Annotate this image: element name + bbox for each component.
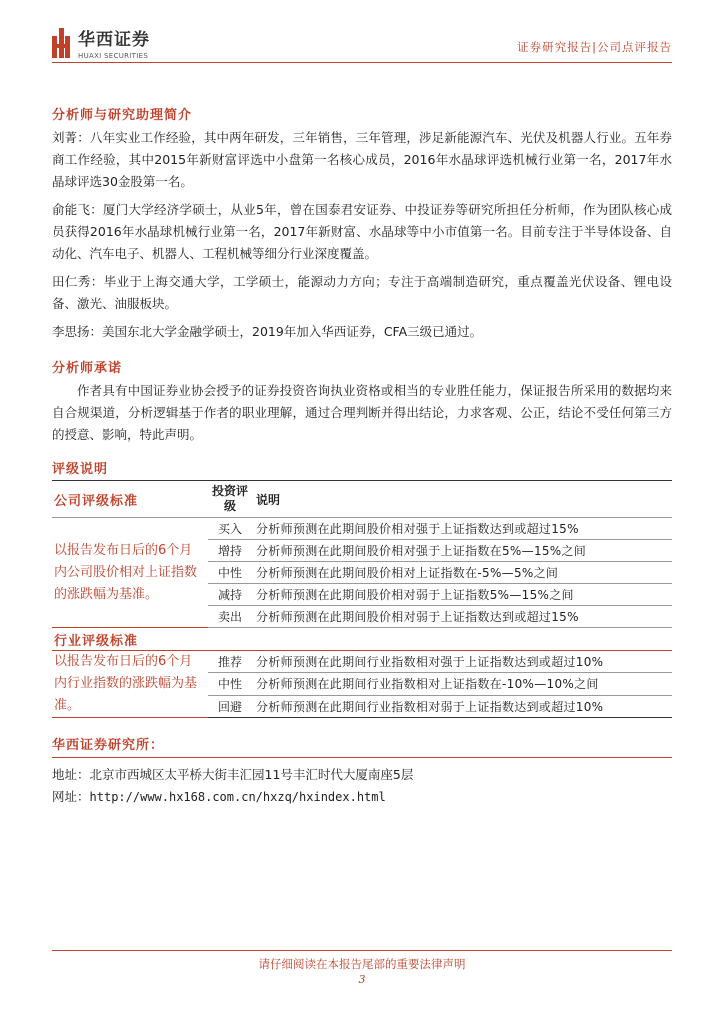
industry-title-spacer xyxy=(208,628,252,651)
rating-description: 分析师预测在此期间行业指数相对强于上证指数达到或超过10% xyxy=(252,651,672,673)
analyst-bio: 俞能飞：厦门大学经济学硕士，从业5年，曾在国泰君安证券、中投证券等研究所担任分析师，作为团队核心成员获得2016年水晶球机械行业第一名，2017年新财富、水晶球等中小市值第一名。目前专注于半导体设备、自动化、汽车电子、机器人、工程机械等细分行业深度覆盖。 xyxy=(52,202,672,261)
institute-website-line xyxy=(52,786,672,808)
industry-title-row xyxy=(52,628,672,651)
rating-label: 减持 xyxy=(208,584,252,606)
brand xyxy=(78,31,150,61)
industry-criteria: 以报告发布日后的6个月内行业指数的涨跌幅为基准。 xyxy=(52,651,208,718)
company-criteria: 以报告发布日后的6个月内公司股价相对上证指数的涨跌幅为基准。 xyxy=(52,518,208,628)
huaxi-logo-icon xyxy=(52,28,70,58)
main-content xyxy=(52,104,672,808)
table-row xyxy=(52,651,672,673)
rating-label: 推荐 xyxy=(208,651,252,673)
industry-title-spacer xyxy=(252,628,672,651)
website-link[interactable]: http://www.hx168.com.cn/hxzq/hxindex.html xyxy=(89,790,386,804)
analyst-bio: 刘菁：八年实业工作经验，其中两年研发，三年销售，三年管理，涉足新能源汽车、光伏及机器人行业。五年券商工作经验，其中2015年新财富评选中小盘第一名核心成员，2016年水晶球评选机械行业第一名，2017年水晶球评选30金股第一名。 xyxy=(52,130,672,189)
industry-rating-title: 行业评级标准 xyxy=(52,628,208,651)
page-number: 3 xyxy=(358,973,366,986)
commitment-title: 分析师承诺 xyxy=(52,361,123,376)
rating-description: 分析师预测在此期间股价相对弱于上证指数5%—15%之间 xyxy=(252,584,672,606)
col-investment-rating: 投资评级 xyxy=(208,481,252,518)
table-header-row xyxy=(52,481,672,518)
page-header xyxy=(0,0,724,70)
analyst-bio: 田仁秀：毕业于上海交通大学，工学硕士，能源动力方向；专注于高端制造研究，重点覆盖光伏设备、锂电设备、激光、油服板块。 xyxy=(52,274,672,311)
brand-name-en: HUAXI SECURITIES xyxy=(78,52,149,60)
rating-label: 中性 xyxy=(208,562,252,584)
rating-table xyxy=(52,481,672,718)
header-divider xyxy=(52,62,672,63)
rating-description: 分析师预测在此期间行业指数相对弱于上证指数达到或超过10% xyxy=(252,695,672,717)
footer-divider xyxy=(52,950,672,951)
rating-label: 中性 xyxy=(208,673,252,695)
col-description: 说明 xyxy=(252,481,672,518)
rating-label: 回避 xyxy=(208,695,252,717)
rating-description: 分析师预测在此期间股价相对弱于上证指数达到或超过15% xyxy=(252,606,672,628)
analyst-intro-title: 分析师与研究助理简介 xyxy=(52,108,193,123)
rating-description: 分析师预测在此期间行业指数相对上证指数在-10%—10%之间 xyxy=(252,673,672,695)
commitment-text: 作者具有中国证券业协会授予的证券投资咨询执业资格或相当的专业胜任能力，保证报告所采用的数据均来自合规渠道，分析逻辑基于作者的职业理解，通过合理判断并得出结论，力求客观、公正，结论不受任何第三方的授意、影响，特此声明。 xyxy=(52,383,672,442)
rating-title: 评级说明 xyxy=(52,458,672,481)
rating-description: 分析师预测在此期间股价相对强于上证指数达到或超过15% xyxy=(252,518,672,540)
rating-label: 买入 xyxy=(208,518,252,540)
table-row xyxy=(52,518,672,540)
rating-description: 分析师预测在此期间股价相对上证指数在-5%—5%之间 xyxy=(252,562,672,584)
rating-label: 卖出 xyxy=(208,606,252,628)
legal-notice: 请仔细阅读在本报告尾部的重要法律声明 xyxy=(258,957,466,971)
rating-description: 分析师预测在此期间股价相对强于上证指数在5%—15%之间 xyxy=(252,540,672,562)
report-type: 证券研究报告|公司点评报告 xyxy=(517,40,672,54)
institute-title: 华西证券研究所： xyxy=(52,734,672,758)
rating-label: 增持 xyxy=(208,540,252,562)
company-rating-title: 公司评级标准 xyxy=(52,481,208,518)
brand-name-cn: 华西证券 xyxy=(78,30,150,50)
institute-address: 地址：北京市西城区太平桥大街丰汇园11号丰汇时代大厦南座5层 xyxy=(52,767,414,782)
analyst-bio: 李思扬：美国东北大学金融学硕士，2019年加入华西证券，CFA三级已通过。 xyxy=(52,324,483,339)
website-label: 网址： xyxy=(52,789,90,804)
